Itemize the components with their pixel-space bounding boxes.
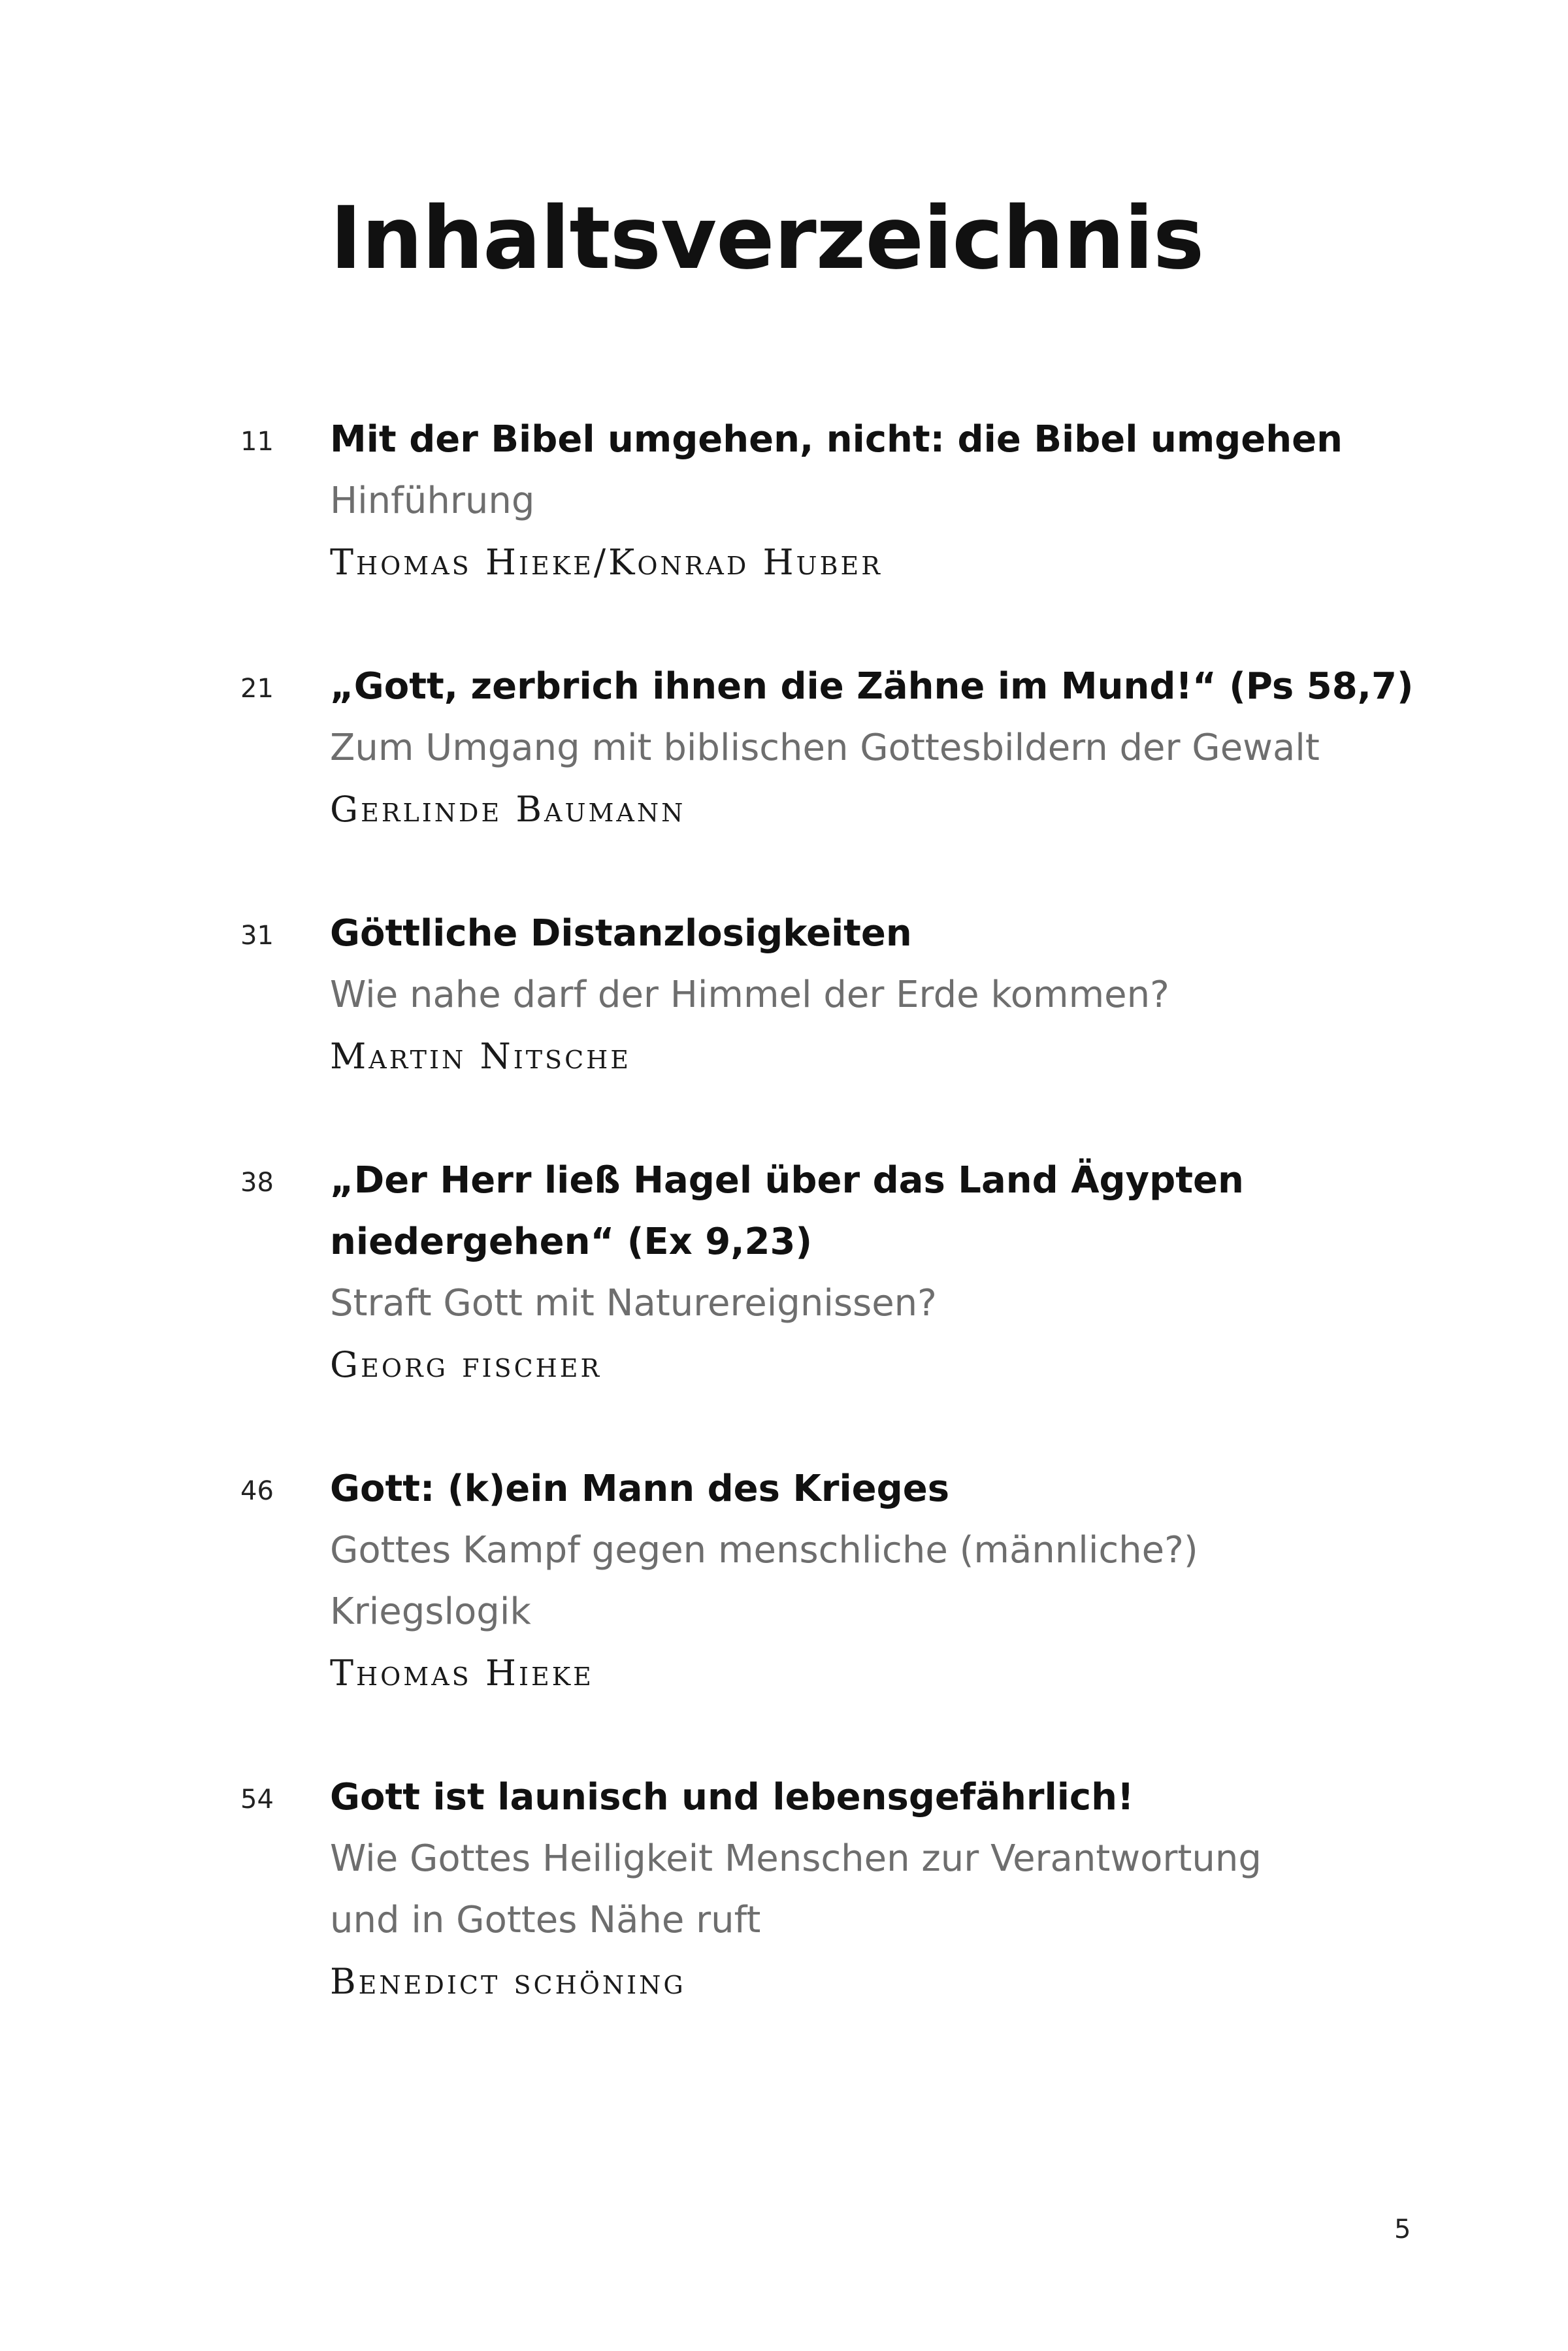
toc-entry-author: Thomas Hieke/Konrad Huber — [330, 542, 883, 583]
toc-entry-title: Göttliche Distanzlosigkeiten — [330, 912, 912, 955]
toc-page-number: 46 — [240, 1476, 274, 1506]
toc-entry-subtitle: Zum Umgang mit biblischen Gottesbildern der Gewalt — [330, 727, 1320, 769]
toc-entry-subtitle: Straft Gott mit Naturereignissen? — [330, 1282, 937, 1324]
toc-entry-author: Gerlinde Baumann — [330, 789, 686, 830]
toc-entry-author: Benedict schöning — [330, 1961, 686, 2002]
toc-entry-text — [330, 656, 1414, 840]
toc-entry-text — [330, 409, 1375, 593]
toc-entry-title: Gott ist launisch und lebensgefährlich! — [330, 1776, 1134, 1818]
toc-entry-subtitle: Hinführung — [330, 480, 535, 522]
toc-entry-subtitle: Wie Gottes Heiligkeit Menschen zur Verantwortung — [330, 1837, 1262, 1880]
toc-entry-author: Georg fischer — [330, 1344, 602, 1385]
toc-entry-title: „Gott, zerbrich ihnen die Zähne im Mund!“ (Ps 58,7) — [330, 665, 1414, 708]
toc-entry-author: Martin Nitsche — [330, 1036, 632, 1077]
toc-page-number: 11 — [240, 427, 274, 457]
toc-page-number: 31 — [240, 921, 274, 951]
toc-page-number: 38 — [240, 1168, 274, 1198]
toc-entry-author: Thomas Hieke — [330, 1652, 594, 1694]
toc-entry-text — [330, 903, 1375, 1087]
toc-entry-subtitle-continued: Kriegslogik — [330, 1590, 531, 1633]
toc-entry-text — [330, 1150, 1375, 1396]
toc-page-number: 21 — [240, 674, 274, 704]
toc-entry-title: Mit der Bibel umgehen, nicht: die Bibel umgehen — [330, 418, 1343, 461]
toc-entry-subtitle: Gottes Kampf gegen menschliche (männliche?) — [330, 1529, 1198, 1571]
toc-entry-subtitle-continued: und in Gottes Nähe ruft — [330, 1899, 761, 1941]
toc-entry-text — [330, 1458, 1375, 1704]
toc-entry-title-continued: niedergehen“ (Ex 9,23) — [330, 1221, 813, 1263]
toc-entry-title: „Der Herr ließ Hagel über das Land Ägypten — [330, 1159, 1244, 1202]
toc-entry-text — [330, 1767, 1375, 2013]
toc-entry-subtitle: Wie nahe darf der Himmel der Erde kommen? — [330, 974, 1169, 1016]
toc-entry-title: Gott: (k)ein Mann des Krieges — [330, 1468, 950, 1510]
folio-page-number: 5 — [1394, 2214, 1411, 2244]
toc-page-number: 54 — [240, 1784, 274, 1815]
page-title: Inhaltsverzeichnis — [330, 188, 1204, 289]
